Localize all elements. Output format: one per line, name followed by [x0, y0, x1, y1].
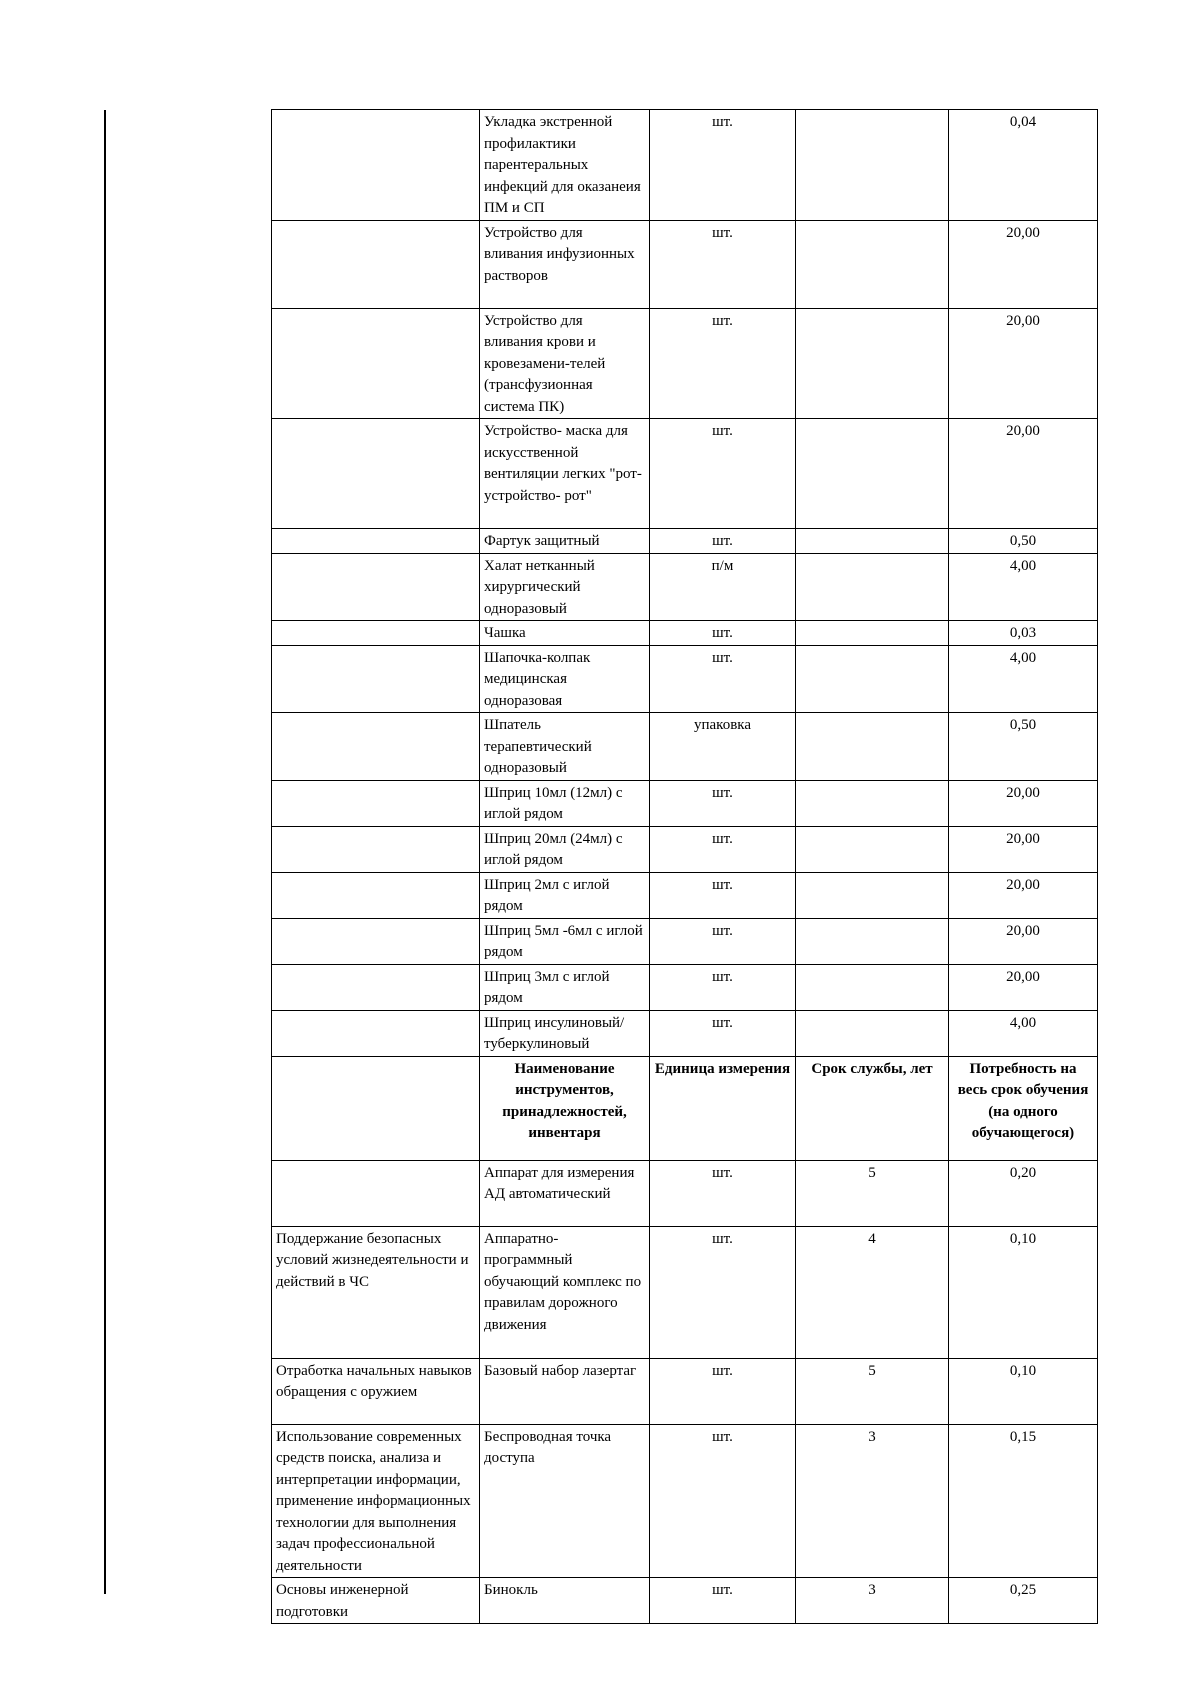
header-section-cell — [272, 1056, 480, 1160]
unit-cell: шт. — [650, 872, 796, 918]
item-name-cell: Шприц 10мл (12мл) с иглой рядом — [480, 780, 650, 826]
item-name-cell: Шприц инсулиновый/ туберкулиновый — [480, 1010, 650, 1056]
section-cell — [272, 419, 480, 529]
need-cell: 20,00 — [949, 220, 1098, 308]
item-name-cell: Шпатель терапевтический одноразовый — [480, 713, 650, 781]
unit-cell: шт. — [650, 826, 796, 872]
section-cell — [272, 529, 480, 554]
section-cell — [272, 110, 480, 221]
equipment-table — [271, 109, 1098, 1624]
table-row — [272, 419, 1098, 529]
table-row — [272, 645, 1098, 713]
need-cell: 0,25 — [949, 1578, 1098, 1624]
table-row — [272, 1160, 1098, 1226]
table-row — [272, 1358, 1098, 1424]
table-row — [272, 110, 1098, 221]
unit-cell: шт. — [650, 1424, 796, 1578]
need-cell: 0,10 — [949, 1358, 1098, 1424]
item-name-cell: Аппаратно-программный обучающий комплекс по правилам дорожного движения — [480, 1226, 650, 1358]
item-name-cell: Укладка экстренной профилактики парентеральных инфекций для оказанеия ПМ и СП — [480, 110, 650, 221]
service-life-cell: 4 — [796, 1226, 949, 1358]
item-name-cell: Бинокль — [480, 1578, 650, 1624]
table-header-row — [272, 1056, 1098, 1160]
section-cell: Использование современных средств поиска, анализа и интерпретации информации, применение информационных технологии для выполнения задач профессиональной деятельности — [272, 1424, 480, 1578]
service-life-cell: 5 — [796, 1160, 949, 1226]
need-cell: 4,00 — [949, 1010, 1098, 1056]
table-row — [272, 529, 1098, 554]
need-cell: 0,15 — [949, 1424, 1098, 1578]
need-cell: 20,00 — [949, 419, 1098, 529]
section-cell: Основы инженерной подготовки — [272, 1578, 480, 1624]
need-cell: 0,03 — [949, 621, 1098, 646]
service-life-cell — [796, 872, 949, 918]
table-row — [272, 1010, 1098, 1056]
need-cell: 0,50 — [949, 529, 1098, 554]
item-name-cell: Устройство- маска для искусственной вентиляции легких "рот-устройство- рот" — [480, 419, 650, 529]
unit-cell: шт. — [650, 1358, 796, 1424]
need-cell: 20,00 — [949, 872, 1098, 918]
header-need: Потребность на весь срок обучения (на одного обучающегося) — [949, 1056, 1098, 1160]
service-life-cell — [796, 780, 949, 826]
unit-cell: упаковка — [650, 713, 796, 781]
item-name-cell: Базовый набор лазертаг — [480, 1358, 650, 1424]
item-name-cell: Беспроводная точка доступа — [480, 1424, 650, 1578]
section-cell: Поддержание безопасных условий жизнедеятельности и действий в ЧС — [272, 1226, 480, 1358]
section-cell — [272, 826, 480, 872]
table-row — [272, 872, 1098, 918]
service-life-cell — [796, 308, 949, 419]
need-cell: 0,10 — [949, 1226, 1098, 1358]
item-name-cell: Шприц 2мл с иглой рядом — [480, 872, 650, 918]
section-cell — [272, 918, 480, 964]
item-name-cell: Устройство для вливания крови и кровезамени-телей (трансфузионная система ПК) — [480, 308, 650, 419]
section-cell — [272, 308, 480, 419]
need-cell: 0,50 — [949, 713, 1098, 781]
section-cell — [272, 713, 480, 781]
unit-cell: шт. — [650, 621, 796, 646]
section-cell — [272, 964, 480, 1010]
service-life-cell — [796, 964, 949, 1010]
service-life-cell — [796, 1010, 949, 1056]
service-life-cell: 5 — [796, 1358, 949, 1424]
header-unit: Единица измерения — [650, 1056, 796, 1160]
item-name-cell: Шприц 20мл (24мл) с иглой рядом — [480, 826, 650, 872]
service-life-cell — [796, 645, 949, 713]
table-row — [272, 1424, 1098, 1578]
table-row — [272, 1226, 1098, 1358]
section-cell: Отработка начальных навыков обращения с оружием — [272, 1358, 480, 1424]
need-cell: 4,00 — [949, 553, 1098, 621]
service-life-cell — [796, 826, 949, 872]
section-cell — [272, 1010, 480, 1056]
unit-cell: шт. — [650, 1160, 796, 1226]
section-cell — [272, 780, 480, 826]
table-row — [272, 826, 1098, 872]
unit-cell: шт. — [650, 529, 796, 554]
service-life-cell — [796, 529, 949, 554]
service-life-cell — [796, 419, 949, 529]
section-cell — [272, 872, 480, 918]
service-life-cell — [796, 621, 949, 646]
table-row — [272, 308, 1098, 419]
service-life-cell — [796, 553, 949, 621]
table-row — [272, 220, 1098, 308]
unit-cell: п/м — [650, 553, 796, 621]
service-life-cell: 3 — [796, 1578, 949, 1624]
need-cell: 0,04 — [949, 110, 1098, 221]
unit-cell: шт. — [650, 780, 796, 826]
unit-cell: шт. — [650, 419, 796, 529]
unit-cell: шт. — [650, 1578, 796, 1624]
table-row — [272, 1578, 1098, 1624]
need-cell: 4,00 — [949, 645, 1098, 713]
left-margin-line — [104, 110, 106, 1594]
service-life-cell — [796, 220, 949, 308]
item-name-cell: Шприц 5мл -6мл с иглой рядом — [480, 918, 650, 964]
item-name-cell: Шапочка-колпак медицинская одноразовая — [480, 645, 650, 713]
item-name-cell: Халат нетканный хирургический одноразовый — [480, 553, 650, 621]
need-cell: 20,00 — [949, 964, 1098, 1010]
unit-cell: шт. — [650, 918, 796, 964]
service-life-cell — [796, 110, 949, 221]
table-row — [272, 918, 1098, 964]
section-cell — [272, 553, 480, 621]
unit-cell: шт. — [650, 110, 796, 221]
need-cell: 0,20 — [949, 1160, 1098, 1226]
item-name-cell: Устройство для вливания инфузионных растворов — [480, 220, 650, 308]
section-cell — [272, 220, 480, 308]
item-name-cell: Чашка — [480, 621, 650, 646]
unit-cell: шт. — [650, 1226, 796, 1358]
item-name-cell: Шприц 3мл с иглой рядом — [480, 964, 650, 1010]
service-life-cell — [796, 713, 949, 781]
header-name: Наименование инструментов, принадлежностей, инвентаря — [480, 1056, 650, 1160]
unit-cell: шт. — [650, 220, 796, 308]
unit-cell: шт. — [650, 308, 796, 419]
need-cell: 20,00 — [949, 308, 1098, 419]
item-name-cell: Фартук защитный — [480, 529, 650, 554]
unit-cell: шт. — [650, 645, 796, 713]
section-cell — [272, 645, 480, 713]
table-row — [272, 780, 1098, 826]
need-cell: 20,00 — [949, 918, 1098, 964]
table-row — [272, 964, 1098, 1010]
table-row — [272, 553, 1098, 621]
need-cell: 20,00 — [949, 780, 1098, 826]
section-cell — [272, 621, 480, 646]
service-life-cell: 3 — [796, 1424, 949, 1578]
table-row — [272, 713, 1098, 781]
unit-cell: шт. — [650, 964, 796, 1010]
item-name-cell: Аппарат для измерения АД автоматический — [480, 1160, 650, 1226]
table-row — [272, 621, 1098, 646]
need-cell: 20,00 — [949, 826, 1098, 872]
section-cell — [272, 1160, 480, 1226]
header-service-life: Срок службы, лет — [796, 1056, 949, 1160]
unit-cell: шт. — [650, 1010, 796, 1056]
service-life-cell — [796, 918, 949, 964]
